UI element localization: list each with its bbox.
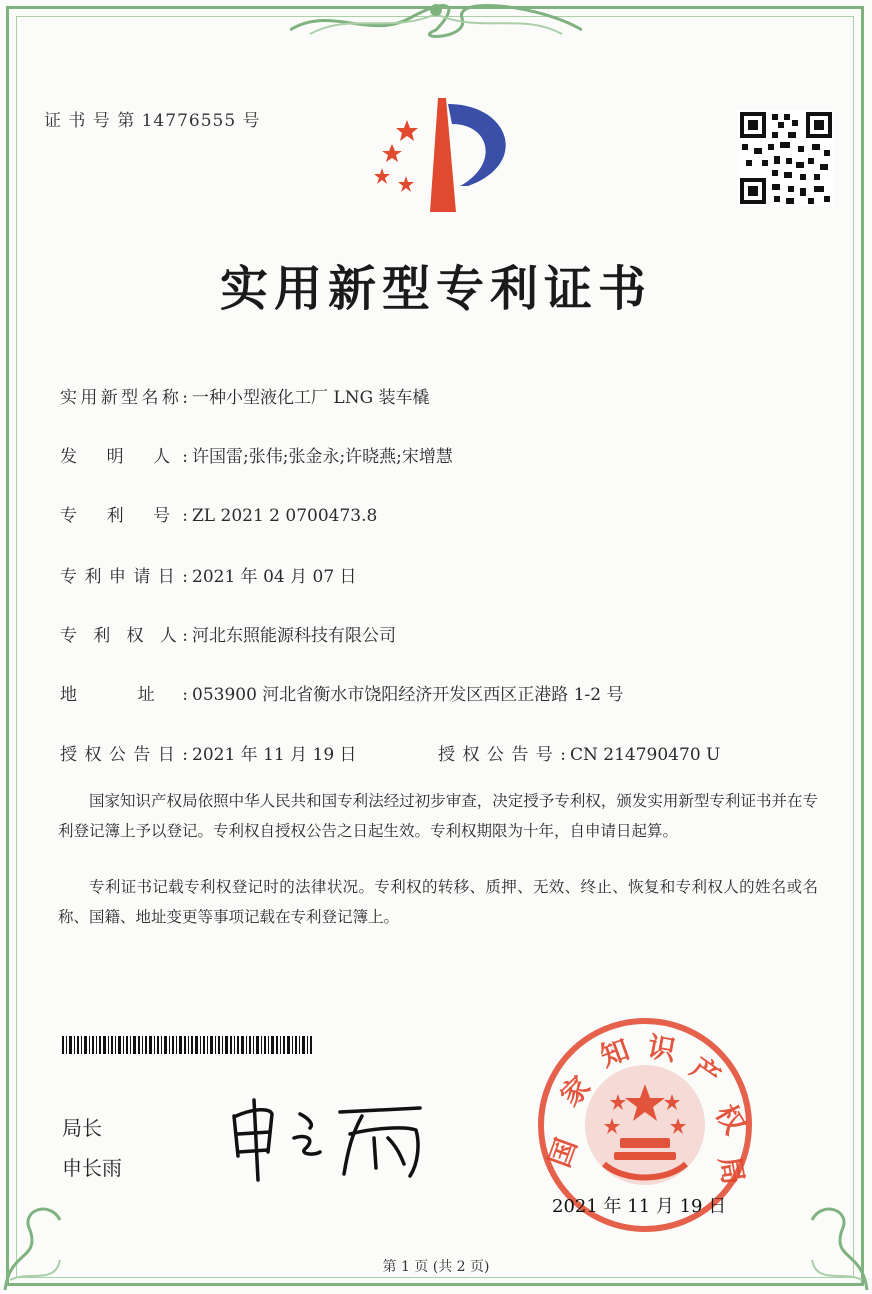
svg-text:家: 家 [553,1069,597,1113]
field-address [60,680,623,705]
field-label: 地 址: [60,685,188,705]
field-label: 专 利 权 人: [60,626,188,646]
page-footer: 第 1 页 (共 2 页) [382,1259,490,1275]
paragraph-grant: 国家知识产权局依照中华人民共和国专利法经过初步审查，决定授予专利权，颁发实用新型专利证书并在专利登记簿上予以登记。专利权自授权公告之日起生效。专利权期限为十年，自申请日起算。 [58,792,818,840]
field-label: 专利申请日: [60,567,188,587]
cnipa-logo-icon [360,94,520,216]
bottom-left-ornament-icon [0,1190,70,1294]
field-value: 河北东照能源科技有限公司 [192,626,396,646]
signature-icon [224,1094,434,1182]
field-value: 许国雷;张伟;张金永;许晓燕;宋增慧 [192,447,453,467]
field-patent-number [60,501,377,526]
bottom-right-ornament-icon [802,1190,872,1294]
barcode-icon [62,1036,314,1054]
field-value: 一种小型液化工厂 LNG 装车橇 [192,388,430,408]
field-value: 2021 年 11 月 19 日 [192,745,357,765]
field-label: 实用新型名称: [60,388,188,408]
top-ornament-icon [290,0,582,42]
field-patentee [60,621,396,646]
field-announcement-number [438,740,720,765]
svg-text:局: 局 [712,1153,751,1188]
qr-code-icon[interactable] [738,110,834,206]
paragraph-legal-status: 专利证书记载专利权登记时的法律状况。专利权的转移、质押、无效、终止、恢复和专利权人的姓名或名称、国籍、地址变更等事项记载在专利登记簿上。 [58,878,818,926]
field-announcement-date [60,740,357,765]
svg-text:权: 权 [708,1098,752,1140]
field-label: 专 利 号: [60,506,188,526]
certificate-number: 证 书 号 第 14776555 号 [44,111,261,131]
field-value: CN 214790470 U [570,745,721,765]
signatory-name: 申长雨 [62,1156,122,1180]
field-label: 授权公告日: [60,745,188,765]
field-filing-date [60,562,357,587]
page-title: 实用新型专利证书 [219,261,652,317]
svg-text:知: 知 [595,1032,634,1074]
field-value: 2021 年 04 月 07 日 [192,567,357,587]
seal-date: 2021 年 11 月 19 日 [552,1196,727,1217]
field-value: 053900 河北省衡水市饶阳经济开发区西区正港路 1-2 号 [192,685,624,705]
field-inventors [60,442,453,467]
svg-text:国: 国 [542,1133,584,1172]
field-utility-model-name [60,383,430,408]
svg-text:产: 产 [684,1050,727,1094]
field-label: 发 明 人: [60,447,188,467]
field-label: 授权公告号: [438,745,566,765]
field-value: ZL 2021 2 0700473.8 [192,506,378,526]
signatory-role: 局长 [62,1116,102,1140]
svg-text:识: 识 [644,1029,679,1068]
